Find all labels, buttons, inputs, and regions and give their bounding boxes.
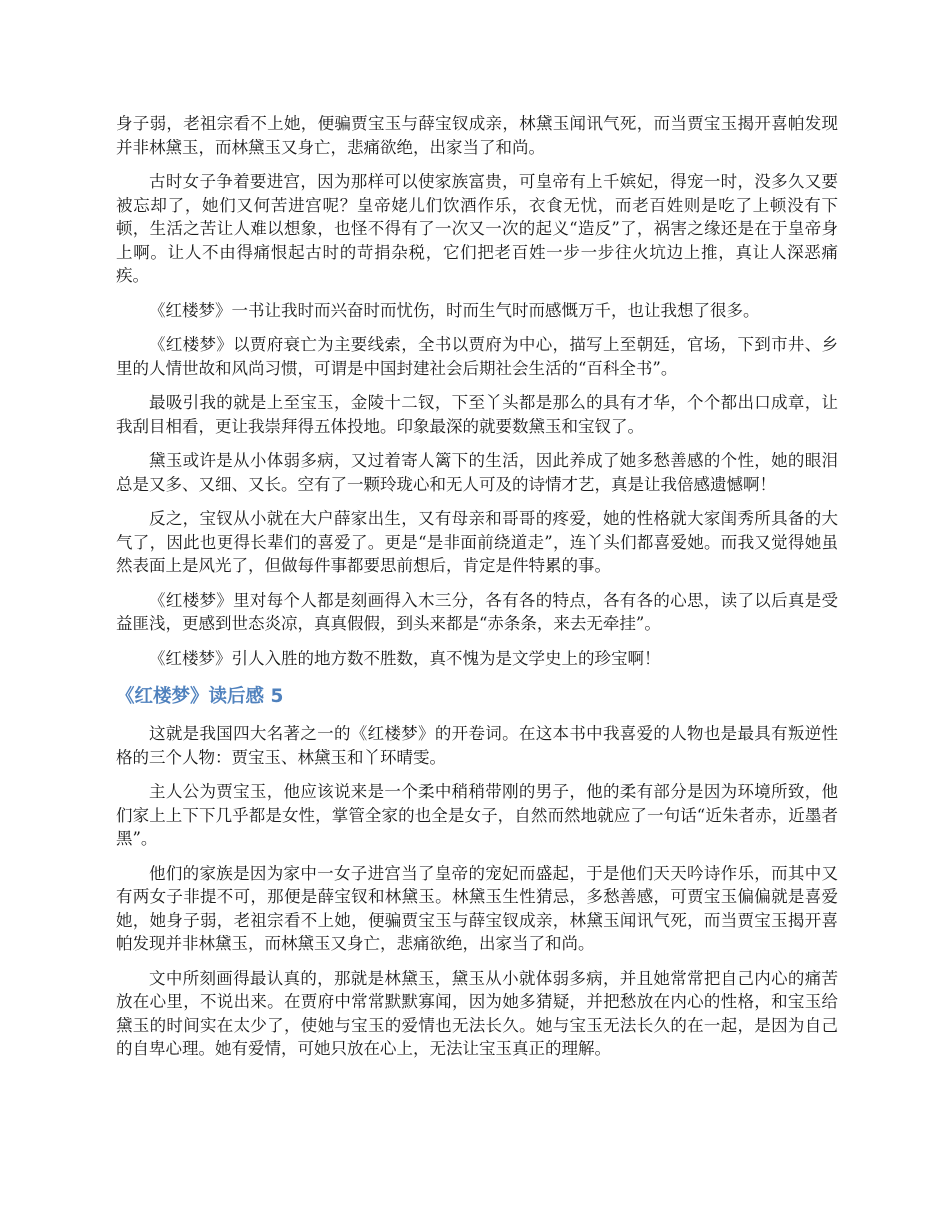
paragraph: 文中所刻画得最认真的，那就是林黛玉，黛玉从小就体弱多病，并且她常常把自己内心的痛苦放在心里，不说出来。在贾府中常常默默寡闻，因为她多猜疑，并把愁放在内心的性格，和宝玉给黛玉的时间实在太少了，使她与宝玉的爱情也无法长久。她与宝玉无法长久的在一起，是因为自己的自卑心理。她有爱情，可她只放在心上，无法让宝玉真正的理解。 bbox=[116, 968, 838, 1058]
paragraph: 主人公为贾宝玉，他应该说来是一个柔中稍稍带刚的男子，他的柔有部分是因为环境所致，他们家上上下下几乎都是女性，掌管全家的也全是女子，自然而然地就应了一句话“近朱者赤，近墨者黑”。 bbox=[116, 782, 838, 848]
paragraph: 《红楼梦》一书让我时而兴奋时而忧伤，时而生气时而感慨万千，也让我想了很多。 bbox=[149, 300, 760, 320]
paragraph: 《红楼梦》引人入胜的地方数不胜数，真不愧为是文学史上的珍宝啊！ bbox=[149, 648, 661, 668]
paragraph: 黛玉或许是从小体弱多病，又过着寄人篱下的生活，因此养成了她多愁善感的个性，她的眼泪总是又多、又细、又长。空有了一颗玲珑心和无人可及的诗情才艺，真是让我倍感遗憾啊！ bbox=[116, 451, 838, 494]
paragraph: 这就是我国四大名著之一的《红楼梦》的开卷词。在这本书中我喜爱的人物也是最具有叛逆性格的三个人物：贾宝玉、林黛玉和丫环晴雯。 bbox=[116, 724, 838, 767]
document-page bbox=[116, 112, 838, 1072]
section-heading: 《红楼梦》读后感 5 bbox=[116, 686, 284, 707]
paragraph: 最吸引我的就是上至宝玉，金陵十二钗，下至丫头都是那么的具有才华，个个都出口成章，让我刮目相看，更让我崇拜得五体投地。印象最深的就要数黛玉和宝钗了。 bbox=[116, 393, 838, 436]
paragraph: 他们的家族是因为家中一女子进宫当了皇帝的宠妃而盛起，于是他们天天吟诗作乐，而其中又有两女子非提不可，那便是薛宝钗和林黛玉。林黛玉生性猜忌，多愁善感，可贾宝玉偏偏就是喜爱她，她身子弱，老祖宗看不上她，便骗贾宝玉与薛宝钗成亲，林黛玉闻讯气死，而当贾宝玉揭开喜帕发现并非林黛玉，而林黛玉又身亡，悲痛欲绝，出家当了和尚。 bbox=[116, 863, 838, 953]
paragraph: 《红楼梦》里对每个人都是刻画得入木三分，各有各的特点，各有各的心思，读了以后真是受益匪浅，更感到世态炎凉，真真假假，到头来都是“赤条条，来去无牵挂”。 bbox=[116, 590, 838, 633]
paragraph: 反之，宝钗从小就在大户薛家出生，又有母亲和哥哥的疼爱，她的性格就大家闺秀所具备的大气了，因此也更得长辈们的喜爱了。更是“是非面前绕道走”，连丫头们都喜爱她。而我又觉得她虽然表面上是风光了，但做每件事都要思前想后，肯定是件特累的事。 bbox=[116, 509, 838, 575]
paragraph: 古时女子争着要进宫，因为那样可以使家族富贵，可皇帝有上千嫔妃，得宠一时，没多久又要被忘却了，她们又何苦进宫呢？皇帝姥儿们饮酒作乐，衣食无忧，而老百姓则是吃了上顿没有下顿，生活之苦让人难以想象，也怪不得有了一次又一次的起义“造反”了，祸害之缘还是在于皇帝身上啊。让人不由得痛恨起古时的苛捐杂税，它们把老百姓一步一步往火坑边上推，真让人深恶痛疾。 bbox=[116, 172, 838, 285]
paragraph: 《红楼梦》以贾府衰亡为主要线索，全书以贾府为中心，描写上至朝廷，官场，下到市井、乡里的人情世故和风尚习惯，可谓是中国封建社会后期社会生活的“百科全书”。 bbox=[116, 335, 838, 378]
paragraph-continued: 身子弱，老祖宗看不上她，便骗贾宝玉与薛宝钗成亲，林黛玉闻讯气死，而当贾宝玉揭开喜帕发现并非林黛玉，而林黛玉又身亡，悲痛欲绝，出家当了和尚。 bbox=[116, 114, 838, 157]
